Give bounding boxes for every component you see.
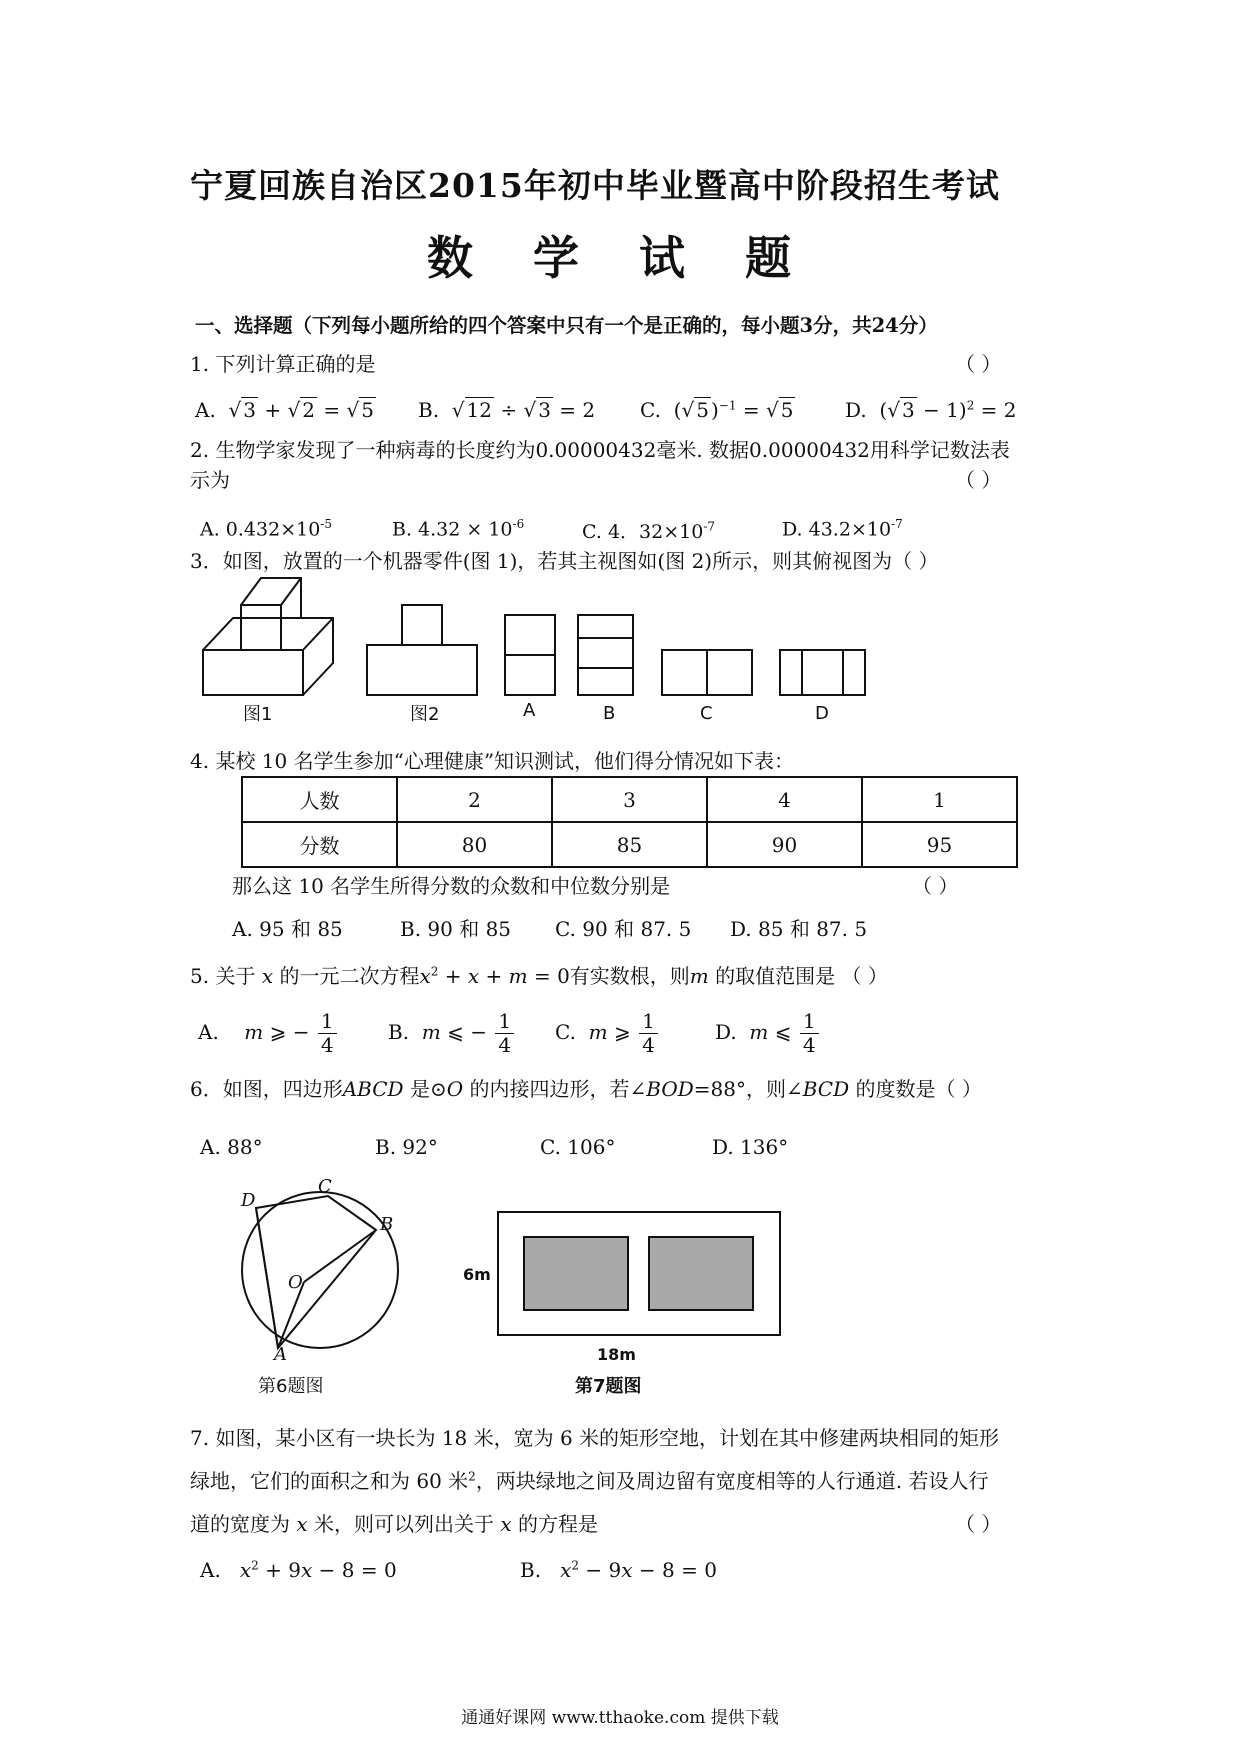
q3-stem: 3．如图，放置的一个机器零件(图 1)，若其主视图如(图 2)所示，则其俯视图为（ ） xyxy=(190,549,939,573)
point-a-label: A xyxy=(274,1344,287,1365)
q4-score-table xyxy=(241,776,1018,868)
q4-answer-paren: （ ） xyxy=(912,874,959,898)
point-o-label: O xyxy=(288,1272,303,1293)
q5-option-a: A. m ⩾ − $\frac{1}{4}$ xyxy=(198,1010,339,1057)
q6-option-d: D. 136° xyxy=(712,1135,789,1159)
q6-option-b: B. 92° xyxy=(375,1135,438,1159)
q7-rectangle-figure xyxy=(496,1210,786,1340)
q2-answer-paren: （ ） xyxy=(955,468,1002,492)
q2-option-d: D. $43.2\times 10^{-7}$ xyxy=(782,517,903,541)
q3-figures xyxy=(195,570,875,700)
q1-answer-paren: （ ） xyxy=(955,352,1002,376)
q2-stem-line1: 2. 生物学家发现了一种病毒的长度约为0.00000432毫米. 数据0.00000432用科学记数法表 xyxy=(190,438,1010,462)
label-d: D xyxy=(815,703,829,724)
option-b-view xyxy=(578,615,633,695)
q6-option-c: C. 106° xyxy=(540,1135,616,1159)
q2-option-c: C. 4．$32\times 10^{-7}$ xyxy=(582,519,716,543)
point-b-label: B xyxy=(380,1214,394,1235)
q1-stem: 1. 下列计算正确的是 xyxy=(190,352,376,376)
point-d-label: D xyxy=(241,1190,256,1211)
q7-line2: 绿地，它们的面积之和为 60 米$^2$，两块绿地之间及周边留有宽度相等的人行通道. 若设人行 xyxy=(190,1469,989,1493)
q7-length-label: 18m xyxy=(597,1345,636,1364)
q6-stem: 6．如图，四边形ABCD 是⊙O 的内接四边形，若∠BOD=88°，则∠BCD 的度数是（ ） xyxy=(190,1077,982,1101)
q2-stem-line2: 示为 xyxy=(190,468,230,492)
exam-subtitle: 数 学 试 题 xyxy=(426,231,814,285)
q5-option-d: D. m ⩽ $\frac{1}{4}$ xyxy=(715,1010,821,1057)
q6-figure-caption: 第6题图 xyxy=(258,1376,324,1397)
table-row xyxy=(242,777,1017,822)
point-c-label: C xyxy=(318,1176,332,1197)
option-a-view xyxy=(505,615,555,695)
table-cell: 95 xyxy=(862,822,1017,867)
q7-line1: 7. 如图，某小区有一块长为 18 米，宽为 6 米的矩形空地，计划在其中修建两块相同的矩形 xyxy=(190,1426,1000,1450)
section-heading: 一、选择题（下列每小题所给的四个答案中只有一个是正确的，每小题3分，共24分） xyxy=(195,314,938,337)
table-cell: 分数 xyxy=(242,822,397,867)
q4-option-b: B. 90 和 85 xyxy=(400,917,512,941)
figure2-front-view xyxy=(367,605,477,695)
q7-figure-caption: 第7题图 xyxy=(575,1376,642,1397)
q4-ask: 那么这 10 名学生所得分数的众数和中位数分别是 xyxy=(232,874,671,898)
option-d-view xyxy=(780,650,865,695)
q6-option-a: A. 88° xyxy=(200,1135,263,1159)
q4-option-c: C. 90 和 87. 5 xyxy=(555,917,692,941)
label-fig1: 图1 xyxy=(243,704,273,725)
q1-option-c: C. (√ 5 )$^{-1}$ = √ 5 xyxy=(640,398,794,422)
table-cell: 2 xyxy=(397,777,552,822)
table-row xyxy=(242,822,1017,867)
label-c: C xyxy=(700,703,713,724)
label-b: B xyxy=(603,703,616,724)
table-cell: 85 xyxy=(552,822,707,867)
q1-option-a: A. √ 3 + √ 2 = √ 5 xyxy=(195,398,374,422)
footer-text: 通通好课网 www.tthaoke.com 提供下载 xyxy=(461,1708,779,1728)
q7-answer-paren: （ ） xyxy=(955,1512,1002,1536)
table-cell: 80 xyxy=(397,822,552,867)
q5-option-c: C. m ⩾ $\frac{1}{4}$ xyxy=(555,1010,660,1057)
q5-option-b: B. m ⩽ − $\frac{1}{4}$ xyxy=(388,1010,516,1057)
q7-width-label: 6m xyxy=(463,1265,491,1284)
q1-option-d: D. (√ 3 − 1)$^2$ = 2 xyxy=(845,398,1017,422)
q1-option-b: B. √ 12 ÷ √ 3 = 2 xyxy=(418,398,596,422)
q2-option-a: A. $0.432\times 10^{-5}$ xyxy=(200,517,332,541)
q5-stem: 5. 关于 x 的一元二次方程$x^2 + x + m = 0$有实数根，则m 的取值范围是 （ ） xyxy=(190,964,888,988)
table-cell: 人数 xyxy=(242,777,397,822)
q4-option-d: D. 85 和 87. 5 xyxy=(730,917,868,941)
q4-option-a: A. 95 和 85 xyxy=(232,917,343,941)
q7-line3: 道的宽度为 x 米，则可以列出关于 x 的方程是 xyxy=(190,1512,598,1536)
table-cell: 3 xyxy=(552,777,707,822)
table-cell: 4 xyxy=(707,777,862,822)
option-c-view xyxy=(662,650,752,695)
table-cell: 1 xyxy=(862,777,1017,822)
q7-option-a: A. $x^2 + 9x - 8 = 0$ xyxy=(200,1558,397,1582)
q2-option-b: B. $4.32 \times 10^{-6}$ xyxy=(392,517,525,541)
figure1-3d-part xyxy=(203,578,333,695)
q4-stem: 4. 某校 10 名学生参加“心理健康”知识测试，他们得分情况如下表： xyxy=(190,749,795,773)
label-fig2: 图2 xyxy=(410,704,440,725)
label-a: A xyxy=(523,700,536,721)
q7-option-b: B. $x^2 - 9x - 8 = 0$ xyxy=(520,1558,717,1582)
exam-title: 宁夏回族自治区2015年初中毕业暨高中阶段招生考试 xyxy=(190,166,1000,205)
table-cell: 90 xyxy=(707,822,862,867)
